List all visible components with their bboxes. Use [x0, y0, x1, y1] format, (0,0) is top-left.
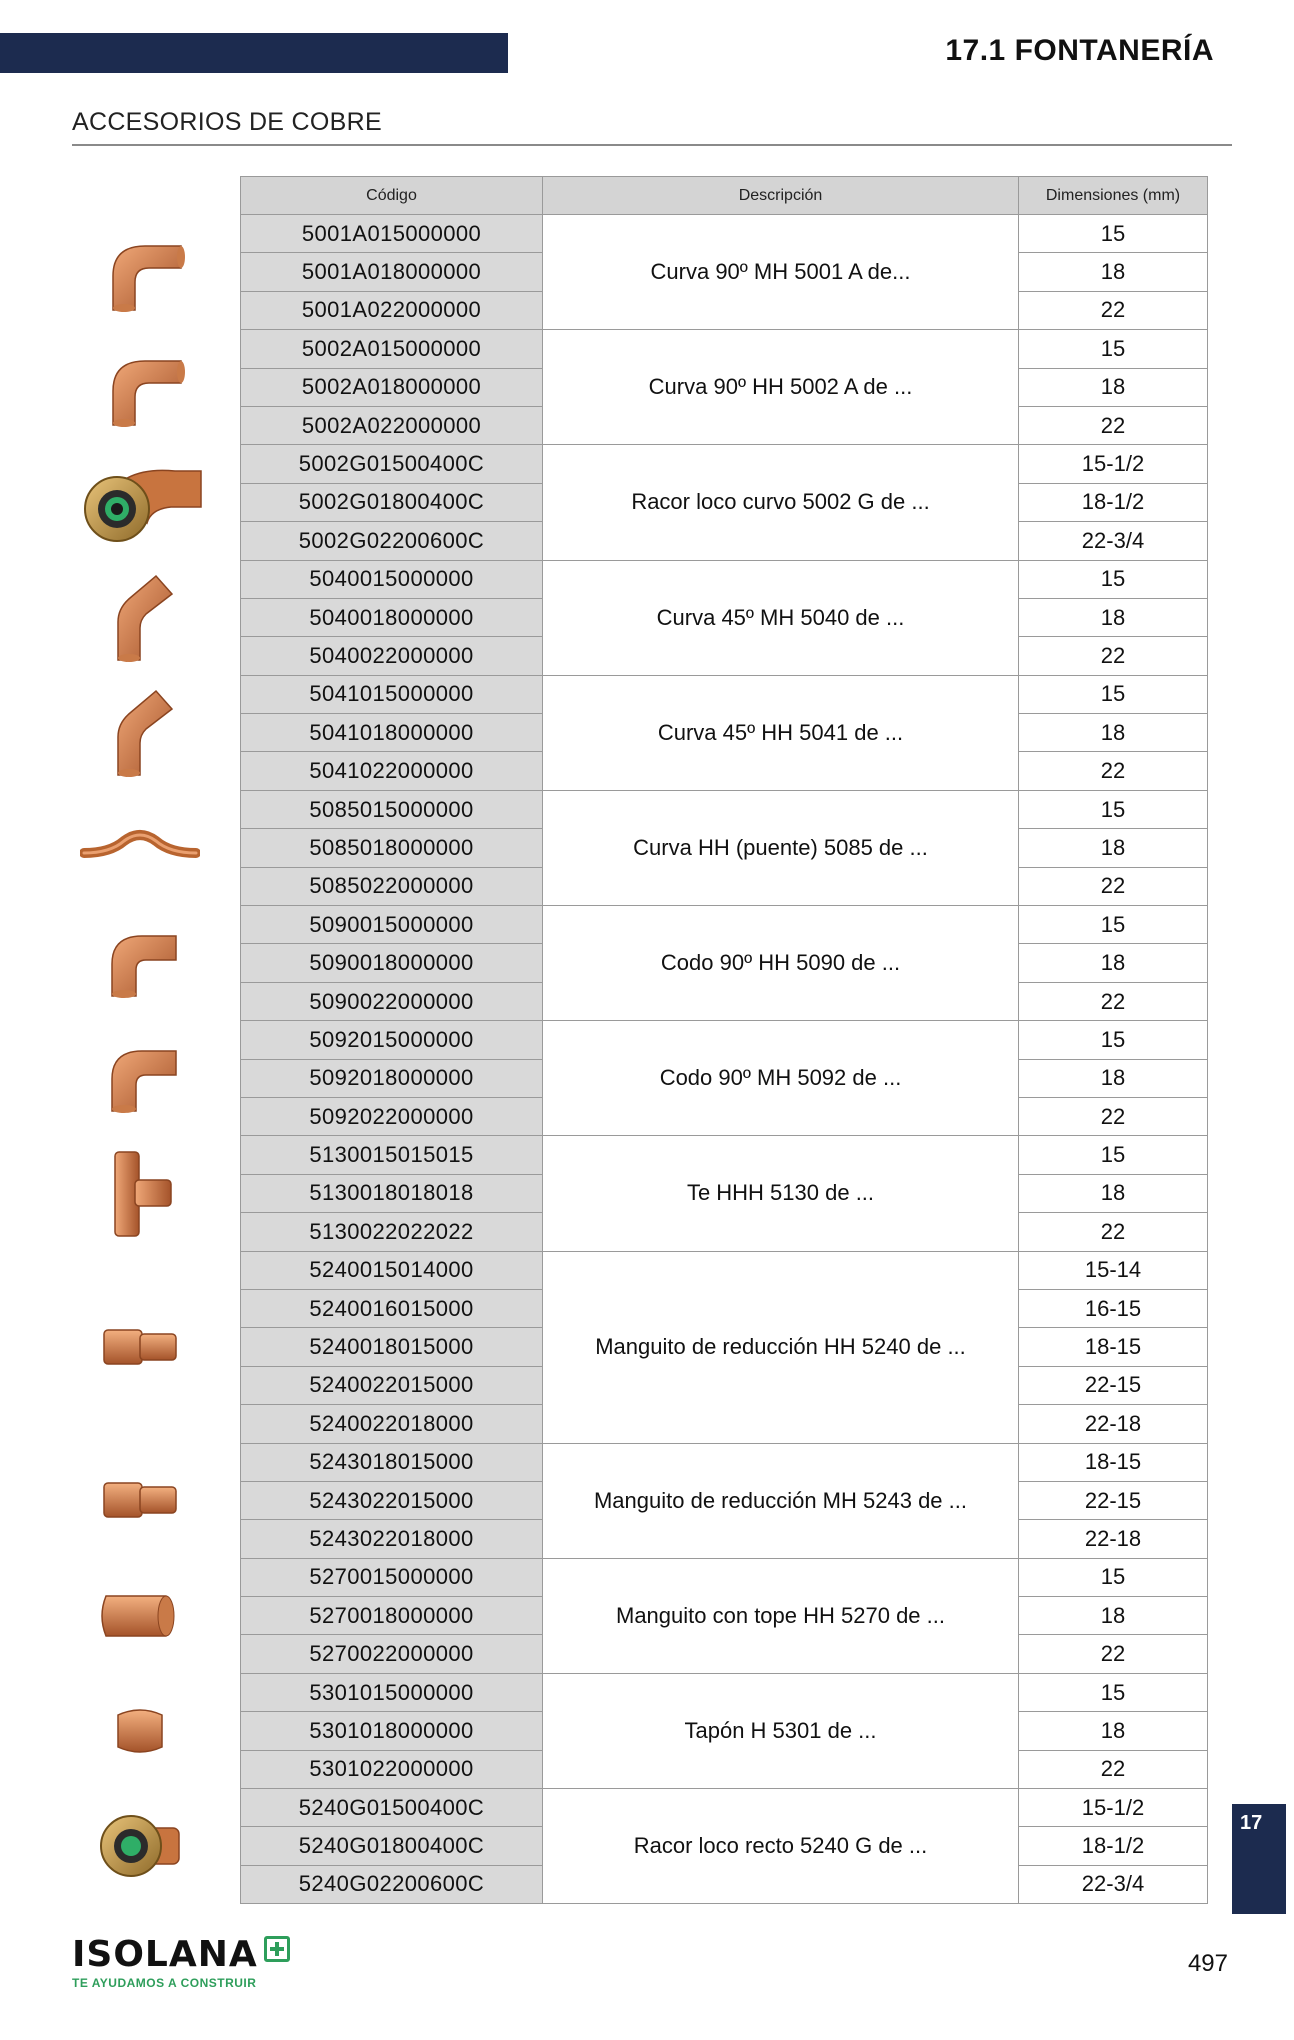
- product-code: 5240018015000: [241, 1328, 543, 1366]
- product-code: 5092018000000: [241, 1059, 543, 1097]
- table-row: [241, 445, 1208, 483]
- table-row: [241, 330, 1208, 368]
- product-code: 5270015000000: [241, 1558, 543, 1596]
- product-dimension: 15-1/2: [1019, 445, 1208, 483]
- product-code: 5001A015000000: [241, 215, 543, 253]
- product-dimension: 18: [1019, 1712, 1208, 1750]
- product-dimension: 22: [1019, 982, 1208, 1020]
- logo-tagline: TE AYUDAMOS A CONSTRUIR: [72, 1976, 257, 1990]
- copper-coupling-icon: [70, 1558, 210, 1673]
- product-dimension: 15-14: [1019, 1251, 1208, 1289]
- product-code: 5301018000000: [241, 1712, 543, 1750]
- product-code: 5085015000000: [241, 790, 543, 828]
- product-dimension: 15-1/2: [1019, 1789, 1208, 1827]
- copper-elbow-45-icon: [70, 560, 210, 675]
- product-code: 5001A022000000: [241, 291, 543, 329]
- product-code: 5040018000000: [241, 598, 543, 636]
- product-dimension: 15: [1019, 906, 1208, 944]
- product-code: 5040022000000: [241, 637, 543, 675]
- table-row: [241, 1789, 1208, 1827]
- product-dimension: 18-1/2: [1019, 483, 1208, 521]
- product-code: 5002A018000000: [241, 368, 543, 406]
- table-row: [241, 1136, 1208, 1174]
- table-row: [241, 1558, 1208, 1596]
- product-dimension: 22: [1019, 867, 1208, 905]
- product-code: 5243022018000: [241, 1520, 543, 1558]
- product-code: 5243022015000: [241, 1481, 543, 1519]
- product-dimension: 22-15: [1019, 1481, 1208, 1519]
- product-description: Te HHH 5130 de ...: [543, 1136, 1019, 1251]
- product-dimension: 18: [1019, 1174, 1208, 1212]
- product-code: 5240G01500400C: [241, 1789, 543, 1827]
- product-code: 5041022000000: [241, 752, 543, 790]
- product-code: 5001A018000000: [241, 253, 543, 291]
- product-code: 5240022018000: [241, 1405, 543, 1443]
- product-dimension: 22-3/4: [1019, 522, 1208, 560]
- product-code: 5240016015000: [241, 1289, 543, 1327]
- product-code: 5301015000000: [241, 1673, 543, 1711]
- product-code: 5092015000000: [241, 1021, 543, 1059]
- table-row: [241, 1021, 1208, 1059]
- product-description: Racor loco recto 5240 G de ...: [543, 1789, 1019, 1904]
- product-code: 5002G01500400C: [241, 445, 543, 483]
- brass-elbow-union-icon: [70, 444, 210, 559]
- table-row: [241, 1251, 1208, 1289]
- product-code: 5270018000000: [241, 1597, 543, 1635]
- product-code: 5090018000000: [241, 944, 543, 982]
- product-code: 5301022000000: [241, 1750, 543, 1788]
- product-code: 5092022000000: [241, 1097, 543, 1135]
- column-header-dimensions: Dimensiones (mm): [1019, 177, 1208, 215]
- copper-end-cap-icon: [70, 1673, 210, 1788]
- product-dimension: 16-15: [1019, 1289, 1208, 1327]
- product-code: 5090015000000: [241, 906, 543, 944]
- product-dimension: 18: [1019, 944, 1208, 982]
- copper-elbow-45-icon: [70, 675, 210, 790]
- product-code: 5002A015000000: [241, 330, 543, 368]
- table-row: [241, 790, 1208, 828]
- product-code: 5130015015015: [241, 1136, 543, 1174]
- product-code: 5130018018018: [241, 1174, 543, 1212]
- product-code: 5085022000000: [241, 867, 543, 905]
- copper-reducer-coupling-icon: [70, 1251, 210, 1443]
- product-code: 5002G01800400C: [241, 483, 543, 521]
- product-table: [240, 176, 1208, 1904]
- product-code: 5085018000000: [241, 829, 543, 867]
- product-code: 5270022000000: [241, 1635, 543, 1673]
- copper-short-elbow-icon: [70, 1020, 210, 1135]
- product-code: 5240G01800400C: [241, 1827, 543, 1865]
- product-code: 5002A022000000: [241, 406, 543, 444]
- product-dimension: 15: [1019, 675, 1208, 713]
- brass-straight-union-icon: [70, 1788, 210, 1903]
- product-dimension: 15: [1019, 560, 1208, 598]
- product-code: 5041018000000: [241, 714, 543, 752]
- product-description: Manguito de reducción HH 5240 de ...: [543, 1251, 1019, 1443]
- table-header-row: [241, 177, 1208, 215]
- product-dimension: 18-15: [1019, 1443, 1208, 1481]
- product-code: 5002G02200600C: [241, 522, 543, 560]
- product-dimension: 22: [1019, 1213, 1208, 1251]
- column-header-code: Código: [241, 177, 543, 215]
- product-description: Codo 90º MH 5092 de ...: [543, 1021, 1019, 1136]
- copper-short-elbow-icon: [70, 905, 210, 1020]
- product-dimension: 22: [1019, 752, 1208, 790]
- copper-elbow-90-icon: [70, 214, 210, 329]
- product-dimension: 18: [1019, 714, 1208, 752]
- copper-crossover-bridge-icon: [70, 790, 210, 905]
- product-dimension: 15: [1019, 790, 1208, 828]
- product-dimension: 22: [1019, 637, 1208, 675]
- product-code: 5130022022022: [241, 1213, 543, 1251]
- product-dimension: 18: [1019, 829, 1208, 867]
- product-dimension: 22-3/4: [1019, 1865, 1208, 1903]
- product-dimension: 18: [1019, 598, 1208, 636]
- product-dimension: 22: [1019, 406, 1208, 444]
- table-row: [241, 675, 1208, 713]
- product-dimension: 15: [1019, 1558, 1208, 1596]
- product-dimension: 22: [1019, 1635, 1208, 1673]
- product-dimension: 22-18: [1019, 1405, 1208, 1443]
- product-description: Curva 45º HH 5041 de ...: [543, 675, 1019, 790]
- product-dimension: 22-18: [1019, 1520, 1208, 1558]
- product-code: 5243018015000: [241, 1443, 543, 1481]
- product-dimension: 18: [1019, 1597, 1208, 1635]
- copper-reducer-coupling-icon: [70, 1443, 210, 1558]
- product-dimension: 15: [1019, 215, 1208, 253]
- product-dimension: 22: [1019, 1750, 1208, 1788]
- subtitle-divider: [72, 144, 1232, 146]
- page-number: 497: [1187, 1950, 1228, 1977]
- product-dimension: 18: [1019, 253, 1208, 291]
- product-dimension: 18: [1019, 1059, 1208, 1097]
- column-header-description: Descripción: [543, 177, 1019, 215]
- product-dimension: 15: [1019, 330, 1208, 368]
- product-description: Manguito de reducción MH 5243 de ...: [543, 1443, 1019, 1558]
- product-code: 5041015000000: [241, 675, 543, 713]
- product-dimension: 22-15: [1019, 1366, 1208, 1404]
- table-row: [241, 906, 1208, 944]
- product-description: Curva 90º MH 5001 A de...: [543, 215, 1019, 330]
- table-row: [241, 1443, 1208, 1481]
- product-code: 5240015014000: [241, 1251, 543, 1289]
- product-dimension: 15: [1019, 1673, 1208, 1711]
- product-description: Racor loco curvo 5002 G de ...: [543, 445, 1019, 560]
- product-code: 5040015000000: [241, 560, 543, 598]
- product-code: 5240G02200600C: [241, 1865, 543, 1903]
- copper-elbow-90-icon: [70, 329, 210, 444]
- chapter-tab[interactable]: 17: [1232, 1804, 1286, 1914]
- product-images-column: [0, 0, 240, 2040]
- product-dimension: 18-15: [1019, 1328, 1208, 1366]
- product-description: Curva 45º MH 5040 de ...: [543, 560, 1019, 675]
- product-code: 5240022015000: [241, 1366, 543, 1404]
- product-dimension: 18: [1019, 368, 1208, 406]
- table-row: [241, 1673, 1208, 1711]
- logo-wordmark: ISOLANA: [72, 1934, 258, 1975]
- product-description: Codo 90º HH 5090 de ...: [543, 906, 1019, 1021]
- product-description: Curva HH (puente) 5085 de ...: [543, 790, 1019, 905]
- product-description: Manguito con tope HH 5270 de ...: [543, 1558, 1019, 1673]
- product-description: Curva 90º HH 5002 A de ...: [543, 330, 1019, 445]
- product-dimension: 15: [1019, 1136, 1208, 1174]
- product-dimension: 22: [1019, 291, 1208, 329]
- product-description: Tapón H 5301 de ...: [543, 1673, 1019, 1788]
- product-dimension: 18-1/2: [1019, 1827, 1208, 1865]
- brand-logo: [72, 1936, 290, 1990]
- section-title: 17.1 FONTANERÍA: [945, 34, 1214, 67]
- table-row: [241, 215, 1208, 253]
- copper-tee-icon: [70, 1136, 210, 1251]
- table-row: [241, 560, 1208, 598]
- product-dimension: 22: [1019, 1097, 1208, 1135]
- page-subtitle: ACCESORIOS DE COBRE: [72, 108, 382, 136]
- product-dimension: 15: [1019, 1021, 1208, 1059]
- logo-plus-icon: [264, 1936, 290, 1962]
- product-code: 5090022000000: [241, 982, 543, 1020]
